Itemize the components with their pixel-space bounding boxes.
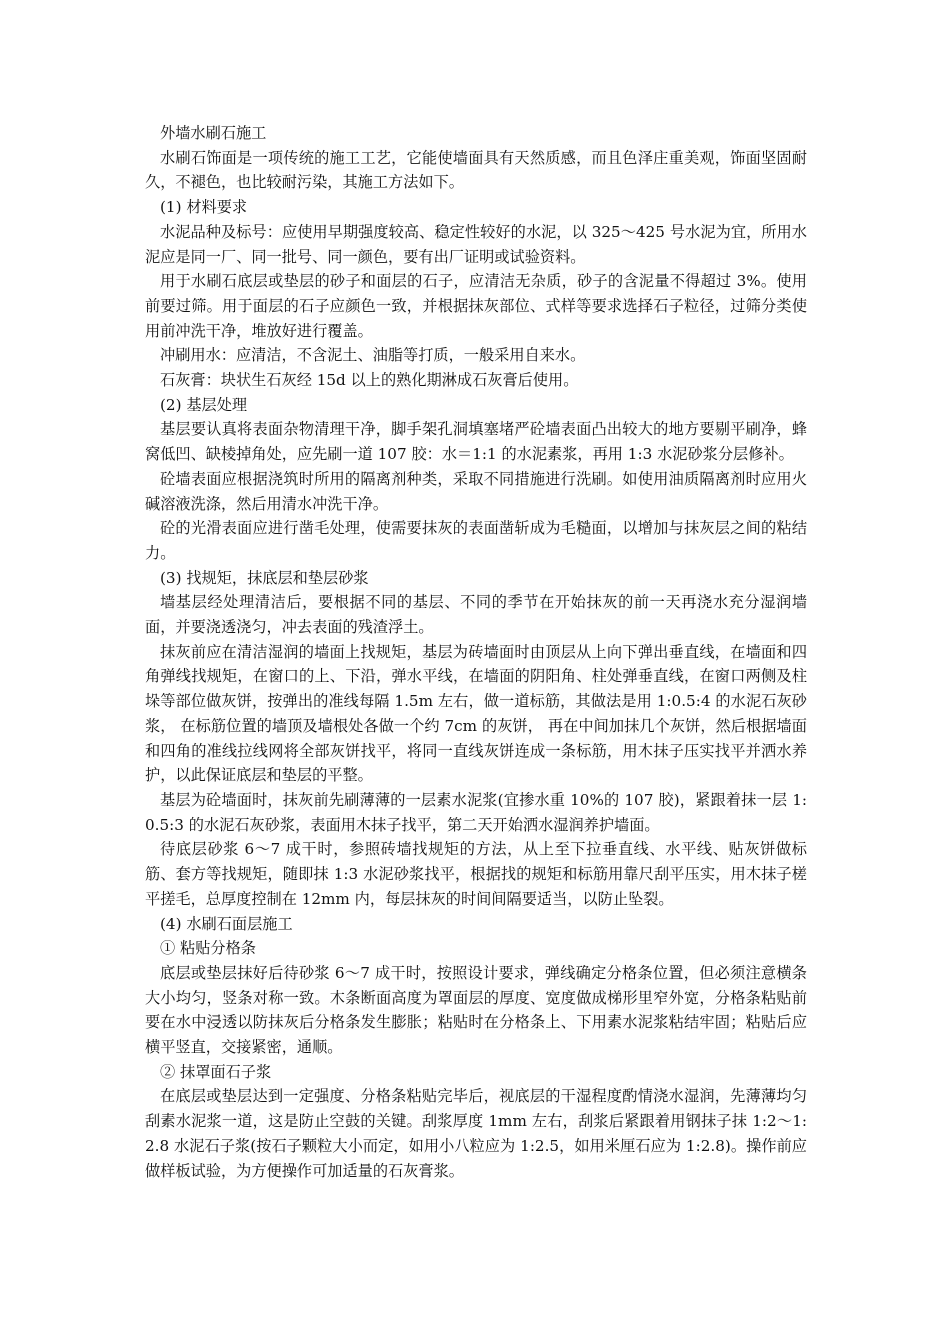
subheading-strips: ① 粘贴分格条 bbox=[160, 939, 256, 958]
paragraph-lime: 石灰膏：块状生石灰经 15d 以上的熟化期淋成石灰膏后使用。 bbox=[160, 371, 579, 390]
paragraph-concrete-wall: 基层为砼墙面时，抹灰前先刷薄薄的一层素水泥浆(宜掺水重 10%的 107 胶)，紧跟着抹一层 1:0.5:3 的水泥石灰砂浆，表面用木抹子找平，第二天开始洒水湿润养护墙面。 bbox=[145, 790, 807, 834]
section-heading-base: (2) 基层处理 bbox=[160, 395, 248, 414]
paragraph-stone-slurry: 在底层或垫层达到一定强度、分格条粘贴完毕后，视底层的干湿程度酌情浇水湿润，先薄薄均匀刮素水泥浆一道，这是防止空鼓的关键。刮浆厚度 1mm 左右，刮浆后紧跟着用钢抹子抹 1:2～1:2.8 水泥石子浆(按石子颗粒大小而定，如用小八粒应为 1:2.5，如用米厘石应为 1:2.8)。操作前应做样板试验，为方便操作可加适量的石灰膏浆。 bbox=[145, 1087, 807, 1180]
document-body bbox=[145, 121, 807, 1183]
paragraph-strips: 底层或垫层抹好后待砂浆 6～7 成干时，按照设计要求，弹线确定分格条位置，但必须注意横条大小均匀，竖条对称一致。木条断面高度为罩面层的厚度、宽度做成梯形里窄外宽，分格条粘贴前要在水中浸透以防抹灰后分格条发生膨胀；粘贴时在分格条上、下用素水泥浆粘结牢固；粘贴后应横平竖直，交接紧密，通顺。 bbox=[145, 963, 807, 1057]
document-title: 外墙水刷石施工 bbox=[160, 124, 267, 142]
paragraph-concrete-wash: 砼墙表面应根据浇筑时所用的隔离剂种类，采取不同措施进行洗刷。如使用油质隔离剂时应用火碱溶液洗涤，然后用清水冲洗干净。 bbox=[145, 469, 807, 513]
section-heading-surface: (4) 水刷石面层施工 bbox=[160, 914, 293, 933]
subheading-stone-slurry: ② 抹罩面石子浆 bbox=[160, 1062, 272, 1081]
paragraph-sand-stone: 用于水刷石底层或垫层的砂子和面层的石子，应清洁无杂质，砂子的含泥量不得超过 3%。使用前要过筛。用于面层的石子应颜色一致，并根据抹灰部位、式样等要求选择石子粒径，过筛分类使用前冲洗干净，堆放好进行覆盖。 bbox=[145, 272, 807, 340]
section-heading-materials: (1) 材料要求 bbox=[160, 198, 248, 217]
paragraph-base-mortar: 待底层砂浆 6～7 成干时，参照砖墙找规矩的方法，从上至下拉垂直线、水平线、贴灰饼做标筋、套方等找规矩，随即抹 1:3 水泥砂浆找平，根据找的规矩和标筋用靠尺刮平压实，用木抹子槎平搓毛，总厚度控制在 12mm 内，每层抹灰的时间间隔要适当，以防止坠裂。 bbox=[145, 840, 807, 908]
paragraph-base-clean: 基层要认真将表面杂物清理干净，脚手架孔洞填塞堵严砼墙表面凸出较大的地方要剔平刷净，蜂窝低凹、缺棱掉角处，应先刷一道 107 胶：水＝1:1 的水泥素浆，再用 1:3 水泥砂浆分层修补。 bbox=[145, 420, 807, 464]
paragraph-water: 冲刷用水：应清洁，不含泥土、油脂等打质，一般采用自来水。 bbox=[160, 346, 586, 365]
paragraph-cement: 水泥品种及标号：应使用早期强度较高、稳定性较好的水泥，以 325～425 号水泥为宜，所用水泥应是同一厂、同一批号、同一颜色，要有出厂证明或试验资料。 bbox=[145, 222, 807, 266]
paragraph-intro: 水刷石饰面是一项传统的施工工艺，它能使墙面具有天然质感，而且色泽庄重美观，饰面坚固耐久，不褪色，也比较耐污染，其施工方法如下。 bbox=[145, 148, 807, 192]
paragraph-roughen: 砼的光滑表面应进行凿毛处理，使需要抹灰的表面凿斩成为毛糙面，以增加与抹灰层之间的粘结力。 bbox=[145, 519, 807, 562]
paragraph-find-rules: 抹灰前应在清洁湿润的墙面上找规矩，基层为砖墙面时由顶层从上向下弹出垂直线，在墙面和四角弹线找规矩，在窗口的上、下沿，弹水平线，在墙面的阴阳角、柱处弹垂直线，在窗口两侧及柱垛等部位做灰饼，按弹出的准线每隔 1.5m 左右，做一道标筋，其做法是用 1:0.5:4 的水泥石灰砂浆， 在标筋位置的墙顶及墙根处各做一个约 7cm 的灰饼， 再在中间加抹几个灰饼，然后根据墙面和四角的准线拉线网将全部灰饼找平，将同一直线灰饼连成一条标筋，用木抹子压实找平并洒水养护，以此保证底层和垫层的平整。 bbox=[145, 642, 807, 785]
paragraph-wet-wall: 墙基层经处理清洁后，要根据不同的基层、不同的季节在开始抹灰的前一天再浇水充分湿润墙面，并要浇透浇匀，冲去表面的残渣浮土。 bbox=[145, 593, 807, 637]
section-heading-layout: (3) 找规矩，抹底层和垫层砂浆 bbox=[160, 568, 369, 587]
